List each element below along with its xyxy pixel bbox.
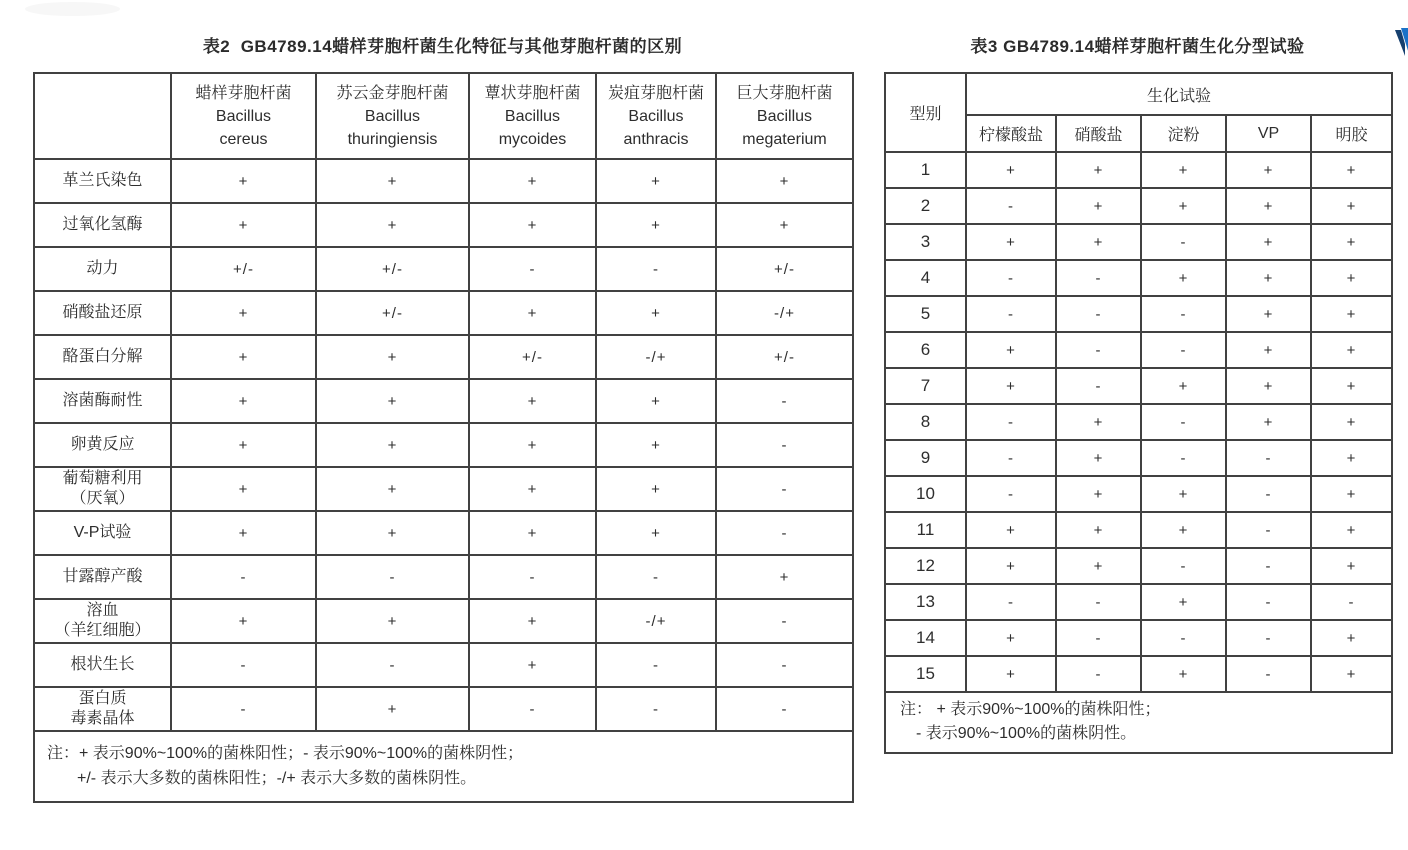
result-cell: +/-	[316, 247, 469, 291]
result-cell: -	[596, 687, 716, 731]
scan-artifact	[25, 2, 120, 16]
table2-species-header	[716, 73, 853, 159]
result-cell: -	[966, 260, 1056, 296]
table2-title: 表2 GB4789.14蜡样芽胞杆菌生化特征与其他芽胞杆菌的区别	[202, 37, 683, 56]
result-cell: +	[171, 291, 316, 335]
result-cell: +	[1056, 188, 1141, 224]
result-cell: +	[716, 555, 853, 599]
result-cell: -	[469, 687, 596, 731]
result-cell: -	[1141, 332, 1226, 368]
biochem-group-header: 生化试验	[966, 73, 1392, 115]
result-cell: +	[1311, 224, 1392, 260]
result-cell: -	[469, 555, 596, 599]
species-name-cn: 巨大芽胞杆菌	[736, 84, 833, 102]
result-cell: +	[966, 368, 1056, 404]
table3-row	[885, 656, 1392, 692]
result-cell: +	[316, 599, 469, 643]
result-cell: -	[716, 379, 853, 423]
species-epithet: anthracis	[623, 130, 689, 148]
table2-row	[34, 203, 853, 247]
result-cell: -	[716, 643, 853, 687]
characteristic-label	[34, 423, 171, 467]
result-cell: +	[596, 159, 716, 203]
row-label-line1: 蛋白质	[78, 690, 127, 707]
result-cell: +	[1141, 512, 1226, 548]
type-number: 1	[885, 152, 966, 188]
result-cell: -	[1056, 296, 1141, 332]
table2-row	[34, 423, 853, 467]
result-cell: +	[1141, 368, 1226, 404]
result-cell: +	[316, 335, 469, 379]
species-name-cn: 蜡样芽胞杆菌	[195, 84, 292, 102]
result-cell: -	[966, 440, 1056, 476]
result-cell: +/-	[469, 335, 596, 379]
table3-row	[885, 620, 1392, 656]
result-cell: +	[716, 203, 853, 247]
type-number: 2	[885, 188, 966, 224]
result-cell: +	[1311, 260, 1392, 296]
result-cell: -	[966, 188, 1056, 224]
result-cell: -/+	[596, 335, 716, 379]
test-column-header: 淀粉	[1141, 115, 1226, 152]
result-cell: +	[171, 379, 316, 423]
result-cell: -/+	[596, 599, 716, 643]
type-number: 3	[885, 224, 966, 260]
characteristic-label	[34, 511, 171, 555]
characteristic-label	[34, 291, 171, 335]
result-cell: +	[1226, 260, 1311, 296]
table2-species-header	[469, 73, 596, 159]
result-cell: +	[596, 467, 716, 511]
note-line-1: 注：+ 表示90%~100%的菌株阳性；- 表示90%~100%的菌株阴性；	[47, 745, 524, 762]
result-cell: +	[171, 467, 316, 511]
result-cell: +	[469, 467, 596, 511]
type-number: 10	[885, 476, 966, 512]
test-column-header: 明胶	[1311, 115, 1392, 152]
table2-species-header	[596, 73, 716, 159]
table3-biotyping-tests	[884, 72, 1393, 754]
table2-footnote	[34, 731, 853, 802]
characteristic-label	[34, 159, 171, 203]
result-cell: +	[1311, 656, 1392, 692]
result-cell: +	[1056, 440, 1141, 476]
result-cell: +	[1311, 548, 1392, 584]
result-cell: +	[171, 335, 316, 379]
species-name-cn: 蕈状芽胞杆菌	[484, 84, 581, 102]
result-cell: +	[316, 511, 469, 555]
result-cell: +	[1141, 152, 1226, 188]
result-cell: -	[1141, 404, 1226, 440]
table2-row	[34, 291, 853, 335]
result-cell: -	[171, 687, 316, 731]
result-cell: +	[1311, 620, 1392, 656]
characteristic-label	[34, 599, 171, 643]
result-cell: +	[1311, 476, 1392, 512]
row-label-line1: 甘露醇产酸	[62, 568, 143, 585]
result-cell: -	[1056, 584, 1141, 620]
result-cell: +	[596, 423, 716, 467]
table2-row	[34, 247, 853, 291]
characteristic-label	[34, 335, 171, 379]
result-cell: +	[1311, 512, 1392, 548]
row-label-line1: 革兰氏染色	[62, 172, 143, 189]
result-cell: +	[171, 423, 316, 467]
result-cell: -	[716, 423, 853, 467]
row-label-line1: 硝酸盐还原	[62, 304, 143, 321]
species-genus: Bacillus	[215, 107, 272, 125]
result-cell: -	[966, 296, 1056, 332]
table2-species-header	[316, 73, 469, 159]
characteristic-label	[34, 555, 171, 599]
row-label-line1: 葡萄糖利用	[62, 470, 143, 487]
row-label-line1: 动力	[86, 260, 119, 277]
characteristic-label	[34, 643, 171, 687]
row-label-line2: （厌氧）	[70, 490, 135, 507]
result-cell: +	[966, 620, 1056, 656]
result-cell: +	[469, 599, 596, 643]
result-cell: +	[966, 512, 1056, 548]
type-number: 11	[885, 512, 966, 548]
result-cell: -	[1056, 656, 1141, 692]
species-genus: Bacillus	[364, 107, 421, 125]
result-cell: +	[1056, 404, 1141, 440]
result-cell: -	[469, 247, 596, 291]
type-number: 12	[885, 548, 966, 584]
result-cell: +	[1226, 188, 1311, 224]
result-cell: +	[1141, 188, 1226, 224]
result-cell: +	[1311, 152, 1392, 188]
table3-footnote	[885, 692, 1392, 753]
table2-header-row	[34, 73, 853, 159]
type-number: 5	[885, 296, 966, 332]
characteristic-label	[34, 203, 171, 247]
result-cell: +	[469, 423, 596, 467]
result-cell: -	[1141, 548, 1226, 584]
result-cell: +	[596, 203, 716, 247]
result-cell: +	[1226, 368, 1311, 404]
table3-row	[885, 512, 1392, 548]
result-cell: +	[1226, 332, 1311, 368]
result-cell: +	[1141, 584, 1226, 620]
result-cell: +	[316, 203, 469, 247]
result-cell: -	[596, 643, 716, 687]
result-cell: -	[1226, 548, 1311, 584]
table3-row	[885, 476, 1392, 512]
table2-row	[34, 599, 853, 643]
result-cell: +	[1226, 152, 1311, 188]
type-number: 15	[885, 656, 966, 692]
result-cell: -	[966, 584, 1056, 620]
characteristic-label	[34, 379, 171, 423]
table3-row	[885, 152, 1392, 188]
result-cell: +	[1141, 476, 1226, 512]
note-line-2: +/- 表示大多数的菌株阳性；-/+ 表示大多数的菌株阴性。	[77, 770, 477, 787]
table2-corner-cell	[34, 73, 171, 159]
result-cell: +	[966, 332, 1056, 368]
table2-row	[34, 511, 853, 555]
result-cell: +/-	[716, 335, 853, 379]
result-cell: -	[596, 247, 716, 291]
result-cell: +	[316, 159, 469, 203]
result-cell: +	[316, 687, 469, 731]
result-cell: +/-	[316, 291, 469, 335]
result-cell: +	[966, 224, 1056, 260]
note-line-1: 注： + 表示90%~100%的菌株阳性；	[900, 701, 1161, 718]
table3-row	[885, 188, 1392, 224]
result-cell: -	[1311, 584, 1392, 620]
result-cell: -	[1226, 584, 1311, 620]
result-cell: +	[469, 159, 596, 203]
result-cell: +	[171, 511, 316, 555]
result-cell: -	[316, 643, 469, 687]
test-column-header: VP	[1226, 115, 1311, 152]
species-epithet: mycoides	[498, 130, 567, 148]
table3-row	[885, 332, 1392, 368]
result-cell: +	[1311, 368, 1392, 404]
type-number: 14	[885, 620, 966, 656]
species-epithet: megaterium	[742, 130, 827, 148]
type-column-header: 型别	[885, 73, 966, 152]
table3-row	[885, 584, 1392, 620]
table2-row	[34, 335, 853, 379]
result-cell: -	[1056, 620, 1141, 656]
result-cell: -	[1226, 512, 1311, 548]
result-cell: +	[596, 379, 716, 423]
result-cell: +	[596, 291, 716, 335]
result-cell: -	[1226, 656, 1311, 692]
result-cell: +	[469, 379, 596, 423]
result-cell: +	[316, 467, 469, 511]
table3-row	[885, 548, 1392, 584]
result-cell: -	[1141, 296, 1226, 332]
row-label-line1: V-P试验	[73, 524, 132, 541]
result-cell: -	[716, 467, 853, 511]
result-cell: -	[596, 555, 716, 599]
row-label-line1: 过氧化氢酶	[62, 216, 143, 233]
result-cell: -	[171, 555, 316, 599]
result-cell: -	[966, 404, 1056, 440]
result-cell: +	[1056, 152, 1141, 188]
species-genus: Bacillus	[504, 107, 561, 125]
table3-section	[884, 36, 1391, 754]
result-cell: -	[171, 643, 316, 687]
result-cell: +/-	[716, 247, 853, 291]
species-name-cn: 苏云金芽胞杆菌	[336, 84, 449, 102]
species-genus: Bacillus	[756, 107, 813, 125]
table3-row	[885, 260, 1392, 296]
table3-row	[885, 440, 1392, 476]
type-number: 4	[885, 260, 966, 296]
result-cell: +	[469, 203, 596, 247]
species-epithet: cereus	[219, 130, 268, 148]
species-name-cn: 炭疽芽胞杆菌	[607, 84, 704, 102]
result-cell: +	[1226, 404, 1311, 440]
characteristic-label	[34, 247, 171, 291]
result-cell: -	[316, 555, 469, 599]
test-column-header: 柠檬酸盐	[966, 115, 1056, 152]
result-cell: +	[1226, 296, 1311, 332]
result-cell: -/+	[716, 291, 853, 335]
result-cell: +	[171, 159, 316, 203]
result-cell: +/-	[171, 247, 316, 291]
result-cell: +	[1311, 332, 1392, 368]
type-number: 9	[885, 440, 966, 476]
clipped-blue-logo-icon	[1393, 28, 1408, 58]
result-cell: -	[1226, 476, 1311, 512]
row-label-line1: 溶菌酶耐性	[62, 392, 143, 409]
table2-row	[34, 643, 853, 687]
result-cell: +	[469, 511, 596, 555]
row-label-line1: 溶血	[86, 602, 119, 619]
result-cell: -	[716, 511, 853, 555]
result-cell: +	[1141, 656, 1226, 692]
result-cell: +	[1056, 512, 1141, 548]
table3-header-row-1	[885, 73, 1392, 115]
result-cell: +	[171, 203, 316, 247]
result-cell: -	[1056, 368, 1141, 404]
table3-row	[885, 224, 1392, 260]
result-cell: +	[966, 548, 1056, 584]
characteristic-label	[34, 687, 171, 731]
type-number: 13	[885, 584, 966, 620]
result-cell: +	[1311, 188, 1392, 224]
result-cell: +	[469, 643, 596, 687]
table2-biochemical-comparison	[33, 72, 854, 803]
result-cell: +	[1226, 224, 1311, 260]
result-cell: -	[1226, 440, 1311, 476]
result-cell: +	[316, 423, 469, 467]
result-cell: +	[1311, 296, 1392, 332]
table3-row	[885, 404, 1392, 440]
result-cell: +	[1311, 440, 1392, 476]
result-cell: -	[1141, 440, 1226, 476]
result-cell: +	[316, 379, 469, 423]
row-label-line1: 根状生长	[70, 656, 135, 673]
test-column-header: 硝酸盐	[1056, 115, 1141, 152]
table3-row	[885, 368, 1392, 404]
row-label-line1: 卵黄反应	[70, 436, 135, 453]
result-cell: +	[1056, 548, 1141, 584]
table2-row	[34, 159, 853, 203]
result-cell: +	[966, 152, 1056, 188]
table2-row	[34, 467, 853, 511]
result-cell: +	[1056, 224, 1141, 260]
note-line-2: - 表示90%~100%的菌株阴性。	[916, 725, 1137, 742]
result-cell: +	[1141, 260, 1226, 296]
row-label-line1: 酪蛋白分解	[62, 348, 143, 365]
table2-note-row	[34, 731, 853, 802]
result-cell: -	[716, 599, 853, 643]
result-cell: -	[716, 687, 853, 731]
result-cell: -	[1056, 332, 1141, 368]
characteristic-label	[34, 467, 171, 511]
result-cell: +	[1056, 476, 1141, 512]
species-genus: Bacillus	[628, 107, 684, 125]
table3-note-row	[885, 692, 1392, 753]
result-cell: -	[966, 476, 1056, 512]
result-cell: -	[1141, 224, 1226, 260]
result-cell: -	[1226, 620, 1311, 656]
table3-title: 表3 GB4789.14蜡样芽胞杆菌生化分型试验	[970, 37, 1305, 56]
type-number: 8	[885, 404, 966, 440]
row-label-line2: （羊红细胞）	[54, 622, 151, 639]
table2-row	[34, 555, 853, 599]
result-cell: +	[966, 656, 1056, 692]
type-number: 6	[885, 332, 966, 368]
table2-species-header	[171, 73, 316, 159]
result-cell: +	[1311, 404, 1392, 440]
result-cell: +	[596, 511, 716, 555]
result-cell: -	[1056, 260, 1141, 296]
table3-row	[885, 296, 1392, 332]
table2-row	[34, 687, 853, 731]
result-cell: +	[171, 599, 316, 643]
row-label-line2: 毒素晶体	[70, 710, 135, 727]
result-cell: +	[716, 159, 853, 203]
table2-row	[34, 379, 853, 423]
table2-section	[33, 36, 852, 803]
result-cell: +	[469, 291, 596, 335]
result-cell: -	[1141, 620, 1226, 656]
species-epithet: thuringiensis	[347, 130, 438, 148]
type-number: 7	[885, 368, 966, 404]
